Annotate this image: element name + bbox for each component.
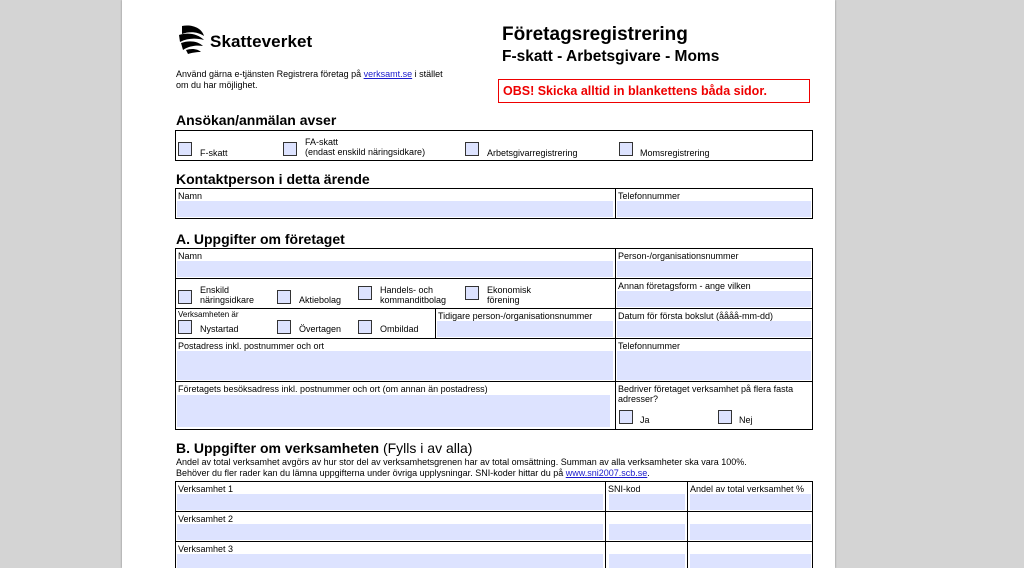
handelsbolag-label: Handels- och — [380, 285, 434, 295]
activity-row-3-label: Verksamhet 3 — [178, 544, 234, 554]
orgnr-label: Person-/organisationsnummer — [618, 251, 739, 261]
enskild-label-2: näringsidkare — [200, 295, 255, 305]
intro-text — [176, 69, 446, 91]
activity-row-1-label: Verksamhet 1 — [178, 484, 234, 494]
intro-text-after: i stället om du har möjlighet. — [176, 69, 443, 90]
multi-address-question: Bedriver företaget verksamhet på flera fasta adresser? — [618, 384, 794, 404]
divider — [615, 248, 616, 430]
company-phone-field[interactable] — [617, 351, 811, 380]
overtagen-checkbox[interactable] — [277, 320, 291, 334]
visit-address-field[interactable] — [177, 395, 610, 427]
aktiebolag-checkbox[interactable] — [277, 290, 291, 304]
company-name-label: Namn — [178, 251, 203, 261]
contact-name-label: Namn — [178, 191, 203, 201]
divider — [435, 308, 436, 338]
activity-row-1-field[interactable] — [177, 494, 603, 510]
ekonomisk-forening-label-2: förening — [487, 295, 520, 305]
logo-icon — [176, 22, 208, 54]
activity-row-2-share-field[interactable] — [690, 524, 811, 540]
section-b-note-2-text: Behöver du fler rader kan du lämna uppgifterna under övriga upplysningar. SNI-koder hittar du på — [176, 468, 566, 478]
fskatt-checkbox[interactable] — [178, 142, 192, 156]
form-subtitle: F-skatt - Arbetsgivare - Moms — [502, 48, 720, 65]
other-form-label: Annan företagsform - ange vilken — [618, 281, 751, 291]
form-title: Företagsregistrering — [502, 24, 688, 45]
activity-label: Verksamheten är — [178, 310, 239, 319]
contact-phone-label: Telefonnummer — [618, 191, 681, 201]
section-b-note-2 — [176, 468, 816, 479]
divider — [687, 481, 688, 568]
faskatt-checkbox[interactable] — [283, 142, 297, 156]
arbetsgivare-checkbox[interactable] — [465, 142, 479, 156]
activity-row-2-sni-field[interactable] — [609, 524, 685, 540]
visit-address-label: Företagets besöksadress inkl. postnummer och ort (om annan än postadress) — [178, 384, 488, 394]
nystartad-checkbox[interactable] — [178, 320, 192, 334]
divider — [175, 381, 813, 382]
logo-text: Skatteverket — [210, 32, 313, 51]
skatteverket-logo — [176, 22, 346, 56]
ombildad-checkbox[interactable] — [358, 320, 372, 334]
verksamt-link[interactable]: verksamt.se — [363, 69, 413, 79]
activity-row-3-field[interactable] — [177, 554, 603, 568]
section-contact-title: Kontaktperson i detta ärende — [176, 171, 370, 187]
overtagen-label: Övertagen — [299, 324, 342, 334]
ekonomisk-forening-label: Ekonomisk — [487, 285, 532, 295]
postal-address-field[interactable] — [177, 351, 613, 380]
warning-box: OBS! Skicka alltid in blankettens båda sidor. — [498, 79, 810, 103]
ombildad-label: Ombildad — [380, 324, 419, 334]
first-close-label: Datum för första bokslut (åååå-mm-dd) — [618, 311, 774, 321]
arbetsgivare-label: Arbetsgivarregistrering — [487, 148, 578, 158]
sni-column-header: SNI-kod — [608, 484, 641, 494]
section-b-title-suffix: (Fylls i av alla) — [382, 440, 473, 456]
activity-row-3-share-field[interactable] — [690, 554, 811, 568]
postal-address-label: Postadress inkl. postnummer och ort — [178, 341, 325, 351]
section-b-title-text: B. Uppgifter om verksamheten — [176, 440, 380, 456]
activity-row-2-field[interactable] — [177, 524, 603, 540]
enskild-checkbox[interactable] — [178, 290, 192, 304]
divider — [175, 338, 813, 339]
enskild-label: Enskild — [200, 285, 230, 295]
multi-address-yes-checkbox[interactable] — [619, 410, 633, 424]
activity-row-2-label: Verksamhet 2 — [178, 514, 234, 524]
divider — [175, 511, 813, 512]
faskatt-note: (endast enskild näringsidkare) — [305, 147, 426, 157]
orgnr-field[interactable] — [617, 261, 811, 277]
handelsbolag-checkbox[interactable] — [358, 286, 372, 300]
multi-address-yes-label: Ja — [640, 415, 650, 425]
multi-address-no-checkbox[interactable] — [718, 410, 732, 424]
prev-orgnr-field[interactable] — [437, 321, 613, 337]
intro-text-before: Använd gärna e-tjänsten Registrera företag på — [176, 69, 364, 79]
contact-phone-field[interactable] — [617, 201, 811, 217]
faskatt-label: FA-skatt — [305, 137, 339, 147]
activity-row-1-sni-field[interactable] — [609, 494, 685, 510]
moms-checkbox[interactable] — [619, 142, 633, 156]
section-b-note-1: Andel av total verksamhet avgörs av hur stor del av verksamhetsgrenen har av total omsättning. Summan av alla verksamheter ska vara 100%. — [176, 457, 747, 467]
share-column-header: Andel av total verksamhet % — [690, 484, 805, 494]
activity-row-3-sni-field[interactable] — [609, 554, 685, 568]
aktiebolag-label: Aktiebolag — [299, 295, 342, 305]
divider — [175, 278, 813, 279]
ekonomisk-forening-checkbox[interactable] — [465, 286, 479, 300]
section-b-note-2-end: . — [647, 468, 650, 478]
activity-row-1-share-field[interactable] — [690, 494, 811, 510]
company-phone-label: Telefonnummer — [618, 341, 681, 351]
divider — [175, 541, 813, 542]
section-a-title: A. Uppgifter om företaget — [176, 231, 345, 247]
company-name-field[interactable] — [177, 261, 613, 277]
section-b-title — [176, 440, 472, 456]
fskatt-label: F-skatt — [200, 148, 228, 158]
section-apply-title: Ansökan/anmälan avser — [176, 112, 337, 128]
divider — [615, 188, 616, 219]
form-page — [122, 0, 835, 568]
multi-address-no-label: Nej — [739, 415, 753, 425]
moms-label: Momsregistrering — [640, 148, 710, 158]
sni-link[interactable]: www.sni2007.scb.se — [565, 468, 648, 478]
handelsbolag-label-2: kommanditbolag — [380, 295, 447, 305]
divider — [605, 481, 606, 568]
first-close-field[interactable] — [617, 321, 811, 337]
divider — [175, 308, 813, 309]
contact-name-field[interactable] — [177, 201, 613, 217]
nystartad-label: Nystartad — [200, 324, 239, 334]
other-form-field[interactable] — [617, 291, 811, 307]
prev-orgnr-label: Tidigare person-/organisationsnummer — [438, 311, 593, 321]
